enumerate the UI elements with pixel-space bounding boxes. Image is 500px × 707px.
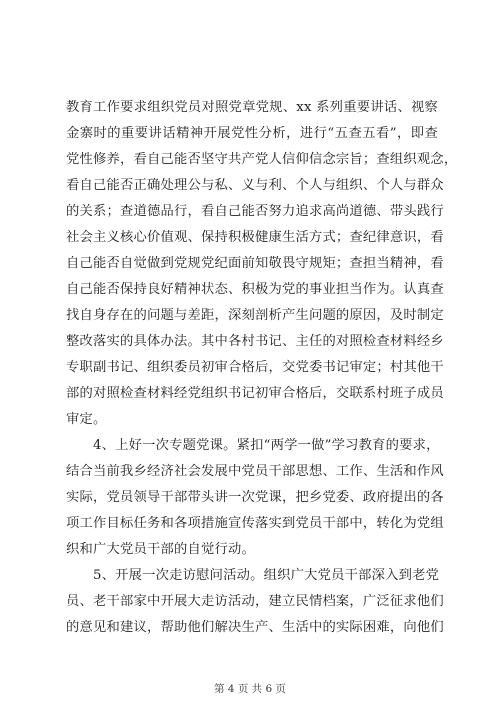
text-line: 部的对照检查材料经党组织书记初审合格后，交联系村班子成员	[66, 386, 444, 401]
paragraph-continuation	[66, 95, 458, 433]
text-line: 自己能否保持良好精神状态、积极为党的事业担当作为。认真查	[66, 282, 444, 297]
document-body	[66, 95, 458, 641]
text-line: 金寨时的重要讲话精神开展党性分析，进行“五查五看”，即查	[66, 126, 438, 141]
text-line: 专职副书记、组织委员初审合格后，交党委书记审定；村其他干	[66, 360, 444, 375]
text-line: 织和广大党员干部的自觉行动。	[66, 542, 255, 557]
text-line: 5、开展一次走访慰问活动。组织广大党员干部深入到老党	[66, 568, 440, 583]
paragraph-item-4	[66, 433, 444, 563]
paragraph-item-5	[66, 563, 444, 641]
text-line: 党性修养，看自己能否坚守共产党人信仰信念宗旨；查组织观念，	[66, 152, 458, 167]
text-line: 社会主义核心价值观、保持积极健康生活方式；查纪律意识，看	[66, 230, 444, 245]
page-number-footer: 第 4 页 共 6 页	[213, 683, 287, 695]
text-line: 员、老干部家中开展大走访活动，建立民情档案，广泛征求他们	[66, 594, 444, 609]
text-line: 项工作目标任务和各项措施宣传落实到党员干部中，转化为党组	[66, 516, 444, 531]
text-line: 4、上好一次专题党课。紧扣“两学一做”学习教育的要求，	[66, 438, 440, 453]
text-line: 结合当前我乡经济社会发展中党员干部思想、工作、生活和作风	[66, 464, 444, 479]
text-line: 找自身存在的问题与差距，深刻剖析产生问题的原因，及时制定	[66, 308, 444, 323]
text-line: 实际，党员领导干部带头讲一次党课，把乡党委、政府提出的各	[66, 490, 444, 505]
text-line: 审定。	[66, 412, 107, 427]
text-line: 的意见和建议，帮助他们解决生产、生活中的实际困难，向他们	[66, 620, 444, 635]
text-line: 整改落实的具体办法。其中各村书记、主任的对照检查材料经乡	[66, 334, 444, 349]
text-line: 教育工作要求组织党员对照党章党规、xx 系列重要讲话、视察	[66, 100, 438, 115]
text-line: 的关系；查道德品行，看自己能否努力追求高尚道德、带头践行	[66, 204, 444, 219]
text-line: 自己能否自觉做到党规党纪面前知敬畏守规矩；查担当精神，看	[66, 256, 444, 271]
text-line: 看自己能否正确处理公与私、义与利、个人与组织、个人与群众	[66, 178, 444, 193]
